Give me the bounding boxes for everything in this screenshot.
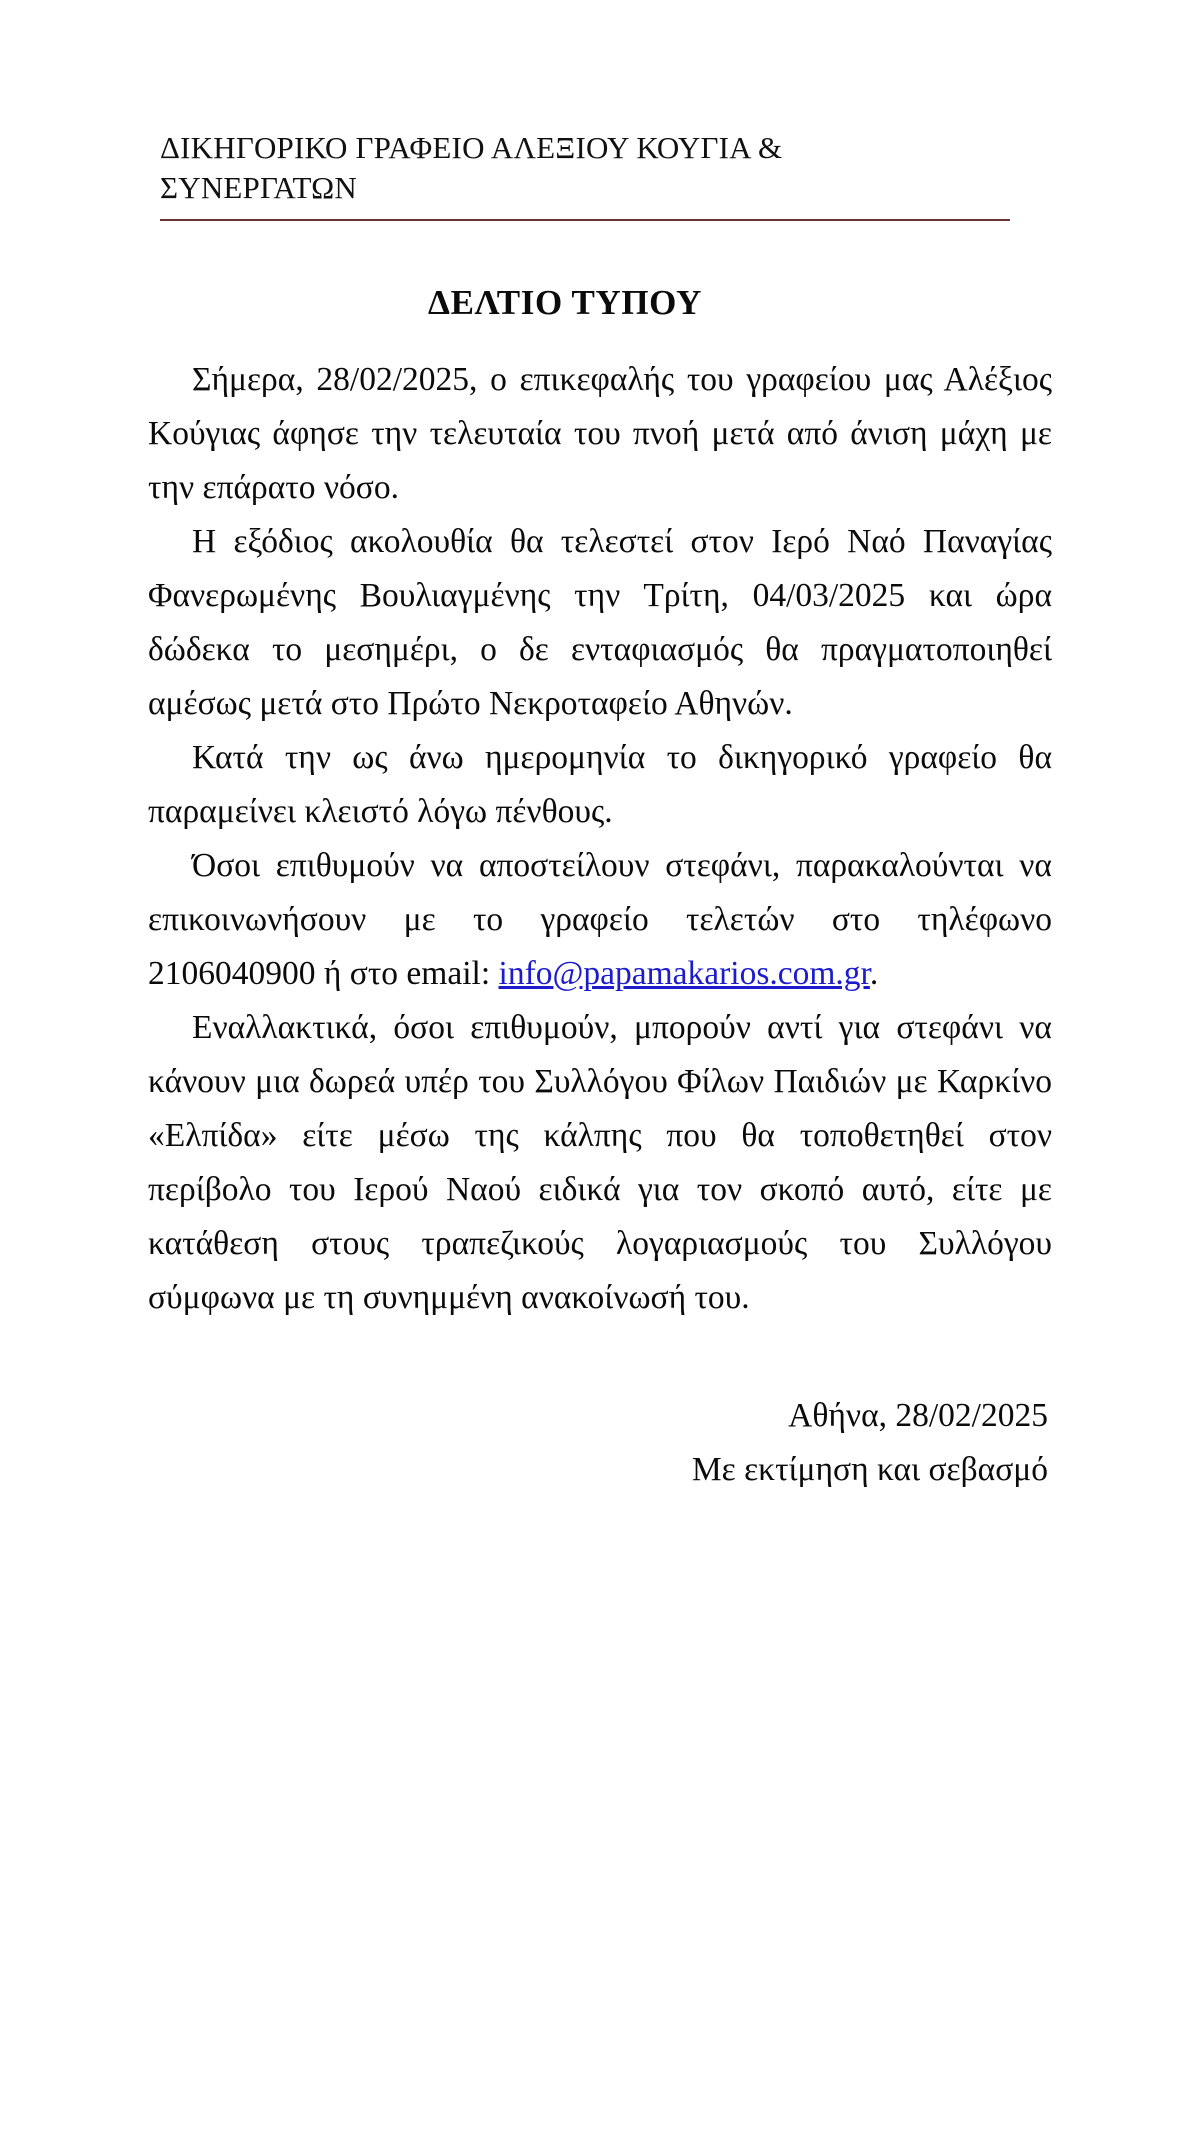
closing-block xyxy=(0,1389,1200,1497)
paragraph-announcement: Σήμερα, 28/02/2025, ο επικεφαλής του γραφείου μας Αλέξιος Κούγιας άφησε την τελευταία του πνοή μετά από άνιση μάχη με την επάρατο νόσο. xyxy=(148,360,1052,506)
closing-place-date: Αθήνα, 28/02/2025 xyxy=(788,1396,1048,1434)
email-link[interactable]: info@papamakarios.com.gr xyxy=(498,954,870,992)
letterhead xyxy=(0,0,1200,221)
document-body xyxy=(0,353,1200,1325)
closing-salutation: Με εκτίμηση και σεβασμό xyxy=(691,1450,1048,1488)
page-title: ΔΕΛΤΙΟ ΤΥΠΟΥ xyxy=(428,282,702,322)
letterhead-divider xyxy=(160,219,1010,221)
paragraph-funeral: Η εξόδιος ακολουθία θα τελεστεί στον Ιερό Ναό Παναγίας Φανερωμένης Βουλιαγμένης την Τρίτη, 04/03/2025 και ώρα δώδεκα το μεσημέρι, ο δε ενταφιασμός θα πραγματοποιηθεί αμέσως μετά στο Πρώτο Νεκροταφείο Αθηνών. xyxy=(148,522,1052,722)
law-firm-name-line1: ΔΙΚΗΓΟΡΙΚΟ ΓΡΑΦΕΙΟ ΑΛΕΞΙΟΥ ΚΟΥΓΙΑ & xyxy=(160,130,783,165)
wreaths-text-after-email: . xyxy=(869,954,879,992)
wreaths-text-before-email: Όσοι επιθυμούν να αποστείλουν στεφάνι, παρακαλούνται να επικοινωνήσουν με το γραφείο τελετών στο τηλέφωνο 2106040900 ή στο email: xyxy=(148,846,1052,992)
law-firm-name xyxy=(160,128,1050,209)
paragraph-wreaths xyxy=(148,839,1052,1001)
law-firm-name-line2: ΣΥΝΕΡΓΑΤΩΝ xyxy=(160,170,357,206)
paragraph-donation: Εναλλακτικά, όσοι επιθυμούν, μπορούν αντί για στεφάνι να κάνουν μια δωρεά υπέρ του Συλλόγου Φίλων Παιδιών με Καρκίνο «Ελπίδα» είτε μέσω της κάλπης που θα τοποθετηθεί στον περίβολο του Ιερού Ναού ειδικά για τον σκοπό αυτό, είτε με κατάθεση στους τραπεζικούς λογαριασμούς του Συλλόγου σύμφωνα με τη συνημμένη ανακοίνωσή του. xyxy=(148,1008,1052,1316)
paragraph-office-closed: Κατά την ως άνω ημερομηνία το δικηγορικό γραφείο θα παραμείνει κλειστό λόγω πένθους. xyxy=(148,738,1052,830)
